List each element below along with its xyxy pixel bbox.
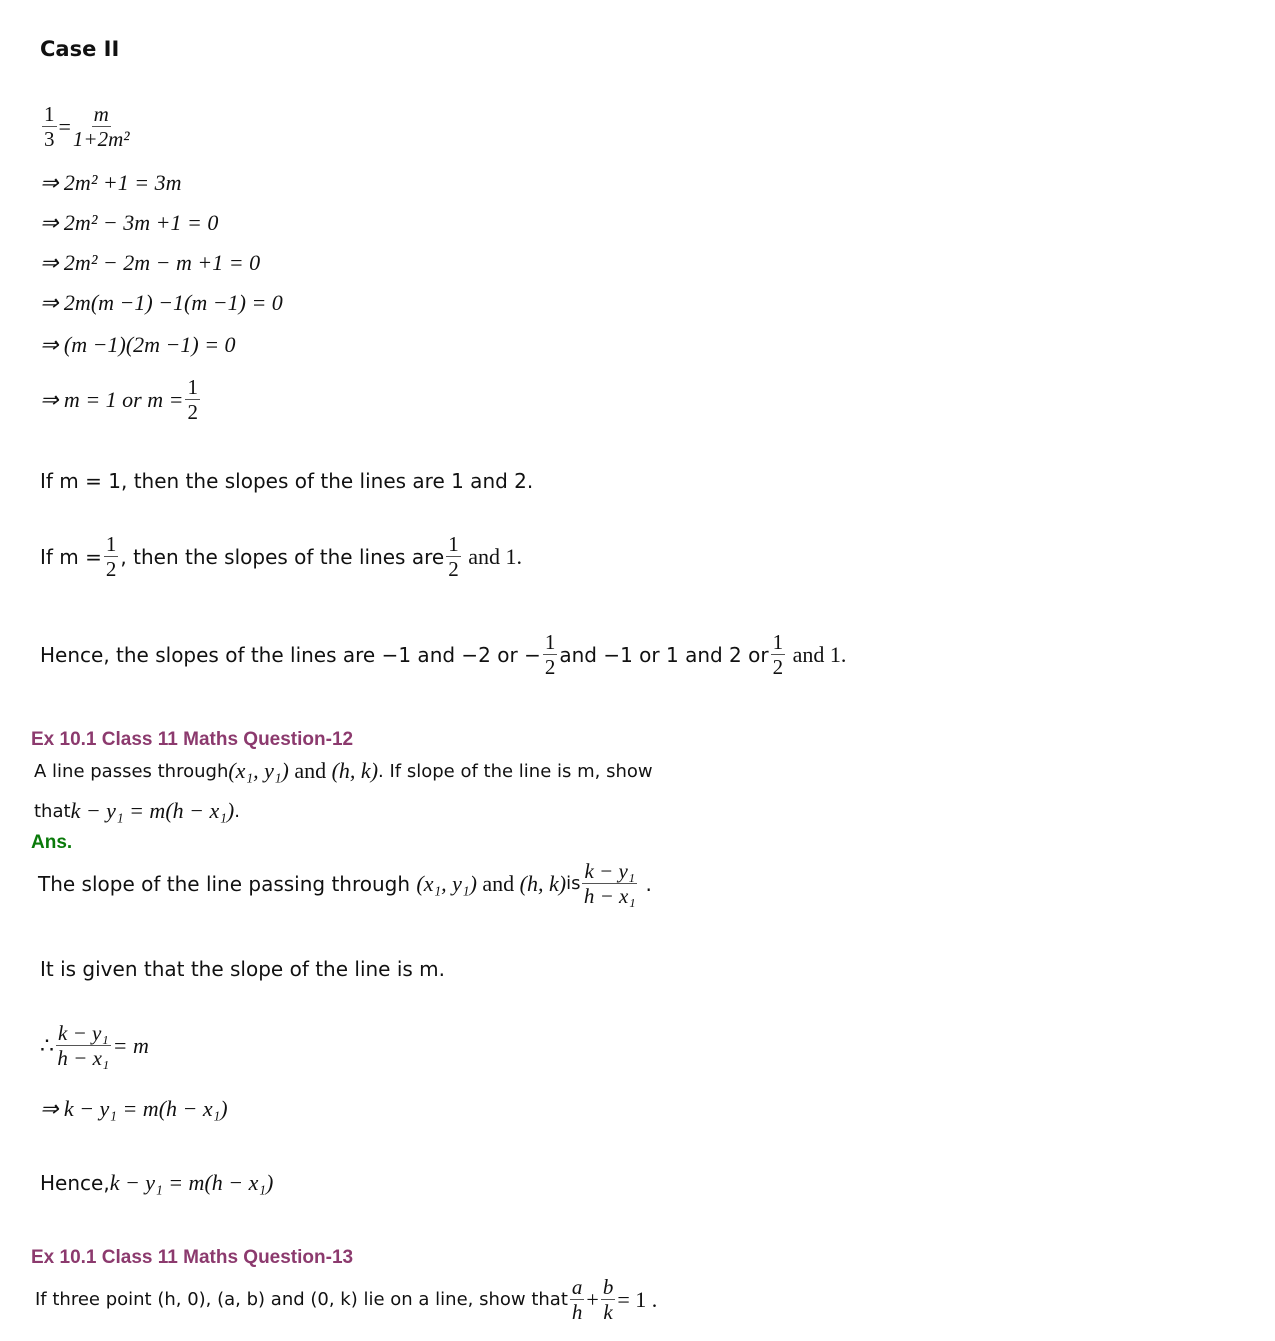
case-title: Case II bbox=[40, 37, 120, 61]
numerator: a bbox=[571, 1275, 583, 1299]
text: If m = bbox=[40, 544, 102, 569]
equation-line: ⇒ 2m² − 2m − m +1 = 0 bbox=[40, 250, 261, 275]
text: . bbox=[234, 800, 240, 822]
fraction bbox=[582, 860, 637, 907]
text: Hence, bbox=[40, 1171, 110, 1195]
numerator: 1 bbox=[187, 375, 198, 399]
fraction bbox=[570, 1276, 585, 1323]
numerator: k − y₁ bbox=[584, 859, 636, 883]
question-text bbox=[35, 1276, 657, 1323]
numerator: 1 bbox=[44, 102, 55, 126]
paragraph: It is given that the slope of the line is m. bbox=[40, 957, 446, 981]
text: and −1 or 1 and 2 or bbox=[559, 642, 769, 667]
text: and 1. bbox=[787, 641, 847, 667]
equation-line bbox=[40, 376, 202, 423]
math: (h, k) bbox=[519, 870, 567, 896]
plus: + bbox=[586, 1286, 599, 1312]
text: The slope of the line passing through bbox=[38, 871, 417, 896]
equation-line: ⇒ 2m(m −1) −1(m −1) = 0 bbox=[40, 290, 283, 315]
math: k − y₁ = m(h − x₁) bbox=[70, 798, 235, 823]
math: (h, k) bbox=[331, 758, 379, 783]
question-text bbox=[34, 758, 653, 784]
fraction bbox=[771, 631, 786, 678]
paragraph bbox=[40, 1170, 273, 1196]
text: and 1. bbox=[462, 543, 522, 569]
numerator: k − y₁ bbox=[58, 1021, 109, 1045]
question-13-heading: Ex 10.1 Class 11 Maths Question-13 bbox=[31, 1247, 354, 1268]
text: . bbox=[639, 871, 652, 896]
denominator: h bbox=[571, 1300, 583, 1325]
equation-text: ⇒ m = 1 or m = bbox=[40, 386, 184, 412]
fraction bbox=[56, 1022, 111, 1069]
numerator: b bbox=[602, 1275, 614, 1299]
denominator: 2 bbox=[544, 655, 556, 680]
math: k − y₁ = m(h − x₁) bbox=[109, 1170, 274, 1195]
numerator: 1 bbox=[448, 532, 459, 556]
text: and bbox=[288, 758, 332, 783]
equation-fraction bbox=[40, 103, 132, 150]
text: = 1 . bbox=[617, 1286, 658, 1312]
denominator: 2 bbox=[187, 400, 198, 425]
text: If three point (h, 0), (a, b) and (0, k) lie on a line, show that bbox=[35, 1289, 568, 1311]
fraction bbox=[446, 533, 461, 580]
denominator: 1+2m² bbox=[72, 127, 130, 152]
denominator: h − x₁ bbox=[57, 1046, 110, 1071]
denominator: 3 bbox=[44, 127, 55, 152]
denominator: k bbox=[603, 1300, 613, 1325]
equation-line: ⇒ k − y₁ = m(h − x₁) bbox=[40, 1096, 228, 1121]
text: Hence, the slopes of the lines are −1 and −2 or − bbox=[40, 642, 541, 667]
fraction bbox=[543, 631, 558, 678]
text: , then the slopes of the lines are bbox=[120, 544, 445, 569]
fraction bbox=[73, 103, 130, 150]
numerator: 1 bbox=[772, 630, 784, 654]
paragraph bbox=[38, 860, 652, 907]
text: is bbox=[566, 873, 581, 895]
denominator: 2 bbox=[105, 557, 117, 582]
text: and bbox=[476, 870, 520, 896]
equation-line bbox=[40, 1022, 149, 1069]
therefore-symbol: ∴ bbox=[40, 1032, 54, 1058]
numerator: m bbox=[93, 102, 109, 126]
math: (x₁, y₁) bbox=[416, 870, 477, 896]
text: that bbox=[34, 800, 71, 822]
question-12-heading: Ex 10.1 Class 11 Maths Question-12 bbox=[31, 729, 354, 750]
equation-line: ⇒ 2m² +1 = 3m bbox=[40, 170, 182, 195]
text: A line passes through bbox=[34, 760, 229, 782]
fraction bbox=[104, 533, 119, 580]
answer-label: Ans. bbox=[31, 832, 73, 853]
question-text bbox=[34, 798, 240, 824]
fraction bbox=[601, 1276, 616, 1323]
equation-line: ⇒ 2m² − 3m +1 = 0 bbox=[40, 210, 219, 235]
text: = m bbox=[112, 1032, 149, 1058]
paragraph: If m = 1, then the slopes of the lines are 1 and 2. bbox=[40, 469, 534, 493]
numerator: 1 bbox=[544, 630, 556, 654]
paragraph bbox=[40, 533, 522, 580]
denominator: 2 bbox=[772, 655, 784, 680]
math: (x₁, y₁) bbox=[228, 758, 289, 783]
text: . If slope of the line is m, show bbox=[378, 760, 653, 782]
paragraph bbox=[40, 631, 846, 678]
equals: = bbox=[58, 113, 71, 139]
denominator: 2 bbox=[448, 557, 459, 582]
fraction bbox=[185, 376, 200, 423]
numerator: 1 bbox=[105, 532, 117, 556]
denominator: h − x₁ bbox=[583, 884, 636, 909]
fraction bbox=[42, 103, 57, 150]
equation-line: ⇒ (m −1)(2m −1) = 0 bbox=[40, 332, 236, 357]
